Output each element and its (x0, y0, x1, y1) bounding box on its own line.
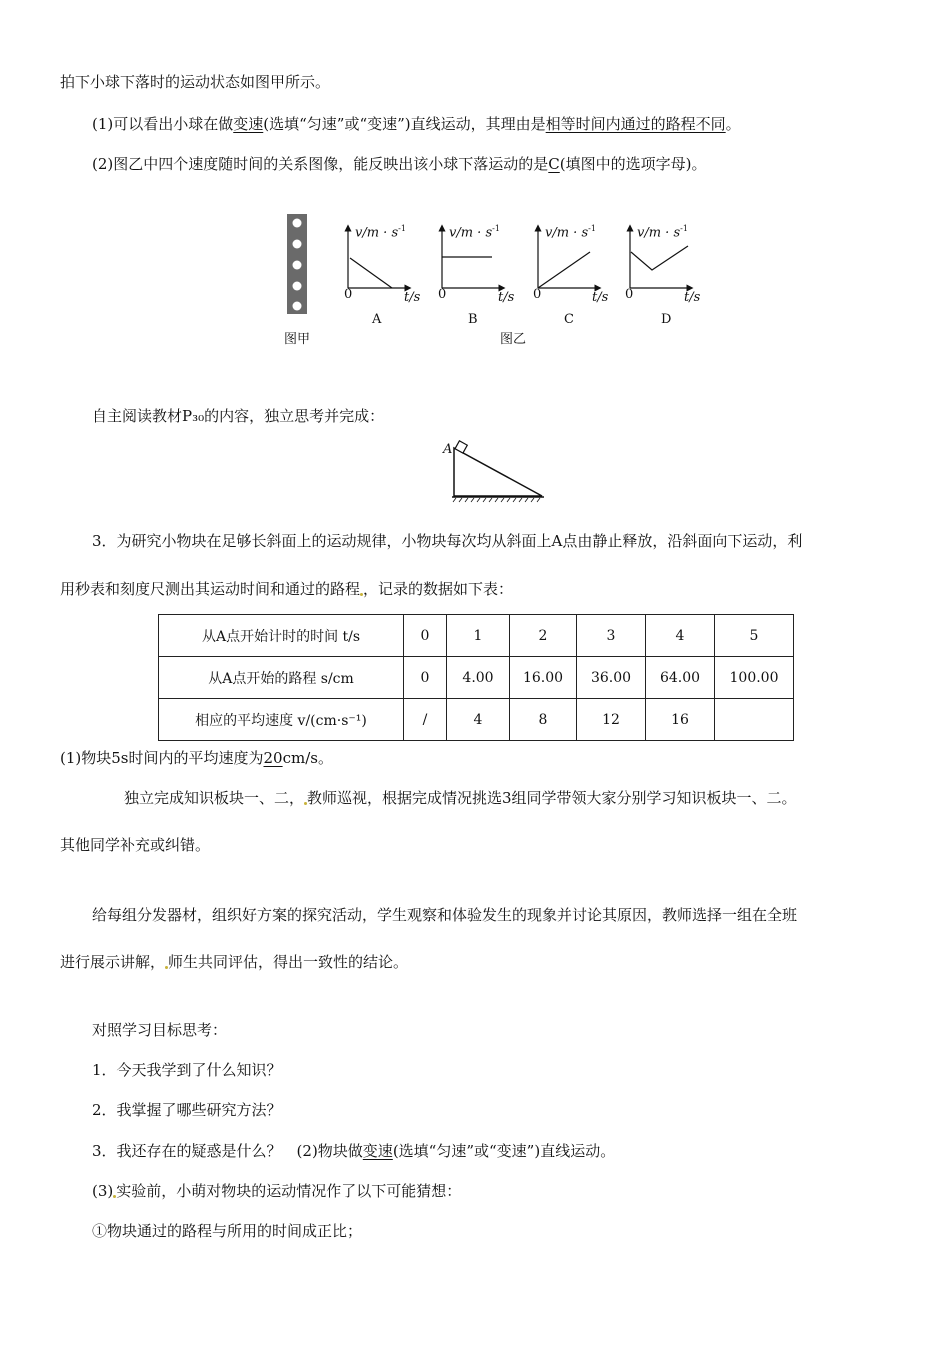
question-3 (92, 531, 802, 551)
table-cell: / (404, 699, 447, 741)
text: 给每组分发器材，组织好方案的探究活动，学生观察和体验发生的现象并讨论其原因，教师选择一组在全班 (92, 906, 798, 924)
text: (3) (92, 1182, 114, 1200)
incline-figure (440, 436, 550, 506)
text: cm/s。 (282, 749, 333, 767)
origin-label: 0 (625, 287, 634, 302)
text-line (92, 1141, 615, 1161)
table-cell: 16.00 (510, 657, 577, 699)
text: 3．为研究小物块在足够长斜面上的运动规律，小物块每次均从斜面上A点由静止释放，沿斜面向下运动，利 (92, 532, 803, 550)
ground-hatch (453, 498, 540, 502)
text: 拍下小球下落时的运动状态如图甲所示。 (60, 73, 331, 91)
text: 3．我还存在的疑惑是什么？ (2)物块做 (92, 1142, 363, 1160)
table-cell: 1 (447, 615, 510, 657)
table-cell: 4 (646, 615, 715, 657)
text-line (92, 1100, 282, 1120)
text-line (92, 1221, 362, 1241)
text: ①物块通过的路程与所用的时间成正比； (92, 1222, 363, 1240)
origin-label: 0 (438, 287, 447, 302)
table-cell: 从A点开始计时的时间 t/s (159, 615, 404, 657)
text-line (60, 952, 408, 972)
origin-label: 0 (344, 287, 353, 302)
text: 自主阅读教材P₃₀的内容，独立思考并完成： (92, 407, 385, 425)
table-row (159, 699, 794, 741)
sub-question-1 (60, 748, 333, 768)
text: 实验前，小萌对物块的运动情况作了以下可能猜想： (116, 1182, 462, 1200)
text: 进行展示讲解， (60, 953, 166, 971)
ball (293, 302, 302, 311)
text: 独立完成知识板块一、二， (124, 789, 305, 807)
table-row (159, 615, 794, 657)
answer-underlined: 相等时间内通过的路程不同 (545, 115, 726, 133)
axis-label-x: t/s (684, 290, 701, 305)
text-line (124, 788, 797, 808)
axis-label-y: $v/m \cdot s^{-1}$ (449, 224, 500, 241)
table-cell: 36.00 (577, 657, 646, 699)
option-label-a: A (372, 312, 382, 327)
text-line (92, 406, 384, 426)
graph-line (538, 252, 590, 288)
table-cell: 4 (447, 699, 510, 741)
text: (选填“匀速”或“变速”)直线运动。 (392, 1142, 616, 1160)
point-label-a: A (443, 442, 453, 457)
answer-underlined: 变速 (233, 115, 264, 133)
option-label-b: B (468, 312, 478, 327)
table-cell: 3 (577, 615, 646, 657)
option-label-c: C (564, 312, 574, 327)
table-cell: 100.00 (715, 657, 794, 699)
figure-caption-jia: 图甲 (284, 332, 311, 347)
table-cell: 2 (510, 615, 577, 657)
question-1 (92, 114, 741, 134)
ball (293, 240, 302, 249)
answer-underlined: 变速 (362, 1142, 393, 1160)
table-cell: 0 (404, 615, 447, 657)
text: 1．今天我学到了什么知识？ (92, 1061, 282, 1079)
incline (454, 448, 542, 496)
text: 教师巡视，根据完成情况挑选3组同学带领大家分别学习知识板块一、二。 (307, 789, 797, 807)
text-line (60, 579, 513, 599)
ball (293, 219, 302, 228)
table-cell (715, 699, 794, 741)
text: 2．我掌握了哪些研究方法？ (92, 1101, 282, 1119)
text: (1)可以看出小球在做 (92, 115, 234, 133)
text: 。 (725, 115, 741, 133)
table-cell: 4.00 (447, 657, 510, 699)
table-row (159, 657, 794, 699)
text-line (92, 1181, 461, 1201)
text: 对照学习目标思考： (92, 1021, 228, 1039)
graph-line (350, 258, 392, 288)
axis-label-x: t/s (592, 290, 609, 305)
answer-underlined: C (548, 155, 560, 173)
answer-underlined: 20 (263, 749, 283, 767)
text-line (92, 1060, 282, 1080)
option-label-d: D (661, 312, 672, 327)
ball (293, 282, 302, 291)
text: ，记录的数据如下表： (363, 580, 514, 598)
text: (1)物块5s时间内的平均速度为 (60, 749, 264, 767)
table-cell: 12 (577, 699, 646, 741)
axis-label-x: t/s (498, 290, 515, 305)
table-cell: 0 (404, 657, 447, 699)
text-line (60, 72, 330, 92)
text-line (92, 905, 797, 925)
text: (填图中的选项字母)。 (559, 155, 707, 173)
data-table (158, 614, 794, 741)
axis-label-y: $v/m \cdot s^{-1}$ (545, 224, 596, 241)
table-cell: 16 (646, 699, 715, 741)
table-cell: 相应的平均速度 v/(cm·s⁻¹) (159, 699, 404, 741)
block (455, 441, 467, 453)
text: 用秒表和刻度尺测出其运动时间和通过的路程 (60, 580, 361, 598)
axis-label-y: $v/m \cdot s^{-1}$ (637, 224, 688, 241)
text: (2)图乙中四个速度随时间的关系图像，能反映出该小球下落运动的是 (92, 155, 549, 173)
text-line (60, 835, 210, 855)
figure-caption-yi: 图乙 (500, 332, 527, 347)
question-2 (92, 154, 706, 174)
axis-label-x: t/s (404, 290, 421, 305)
text-line (92, 1020, 227, 1040)
text: 师生共同评估，得出一致性的结论。 (168, 953, 409, 971)
table-cell: 8 (510, 699, 577, 741)
origin-label: 0 (533, 287, 542, 302)
text: 其他同学补充或纠错。 (60, 836, 211, 854)
table-cell: 从A点开始的路程 s/cm (159, 657, 404, 699)
text: (选填“匀速”或“变速”)直线运动，其理由是 (263, 115, 546, 133)
table-cell: 5 (715, 615, 794, 657)
table-cell: 64.00 (646, 657, 715, 699)
axis-label-y: $v/m \cdot s^{-1}$ (355, 224, 406, 241)
ball (293, 261, 302, 270)
graph-line (631, 246, 688, 270)
